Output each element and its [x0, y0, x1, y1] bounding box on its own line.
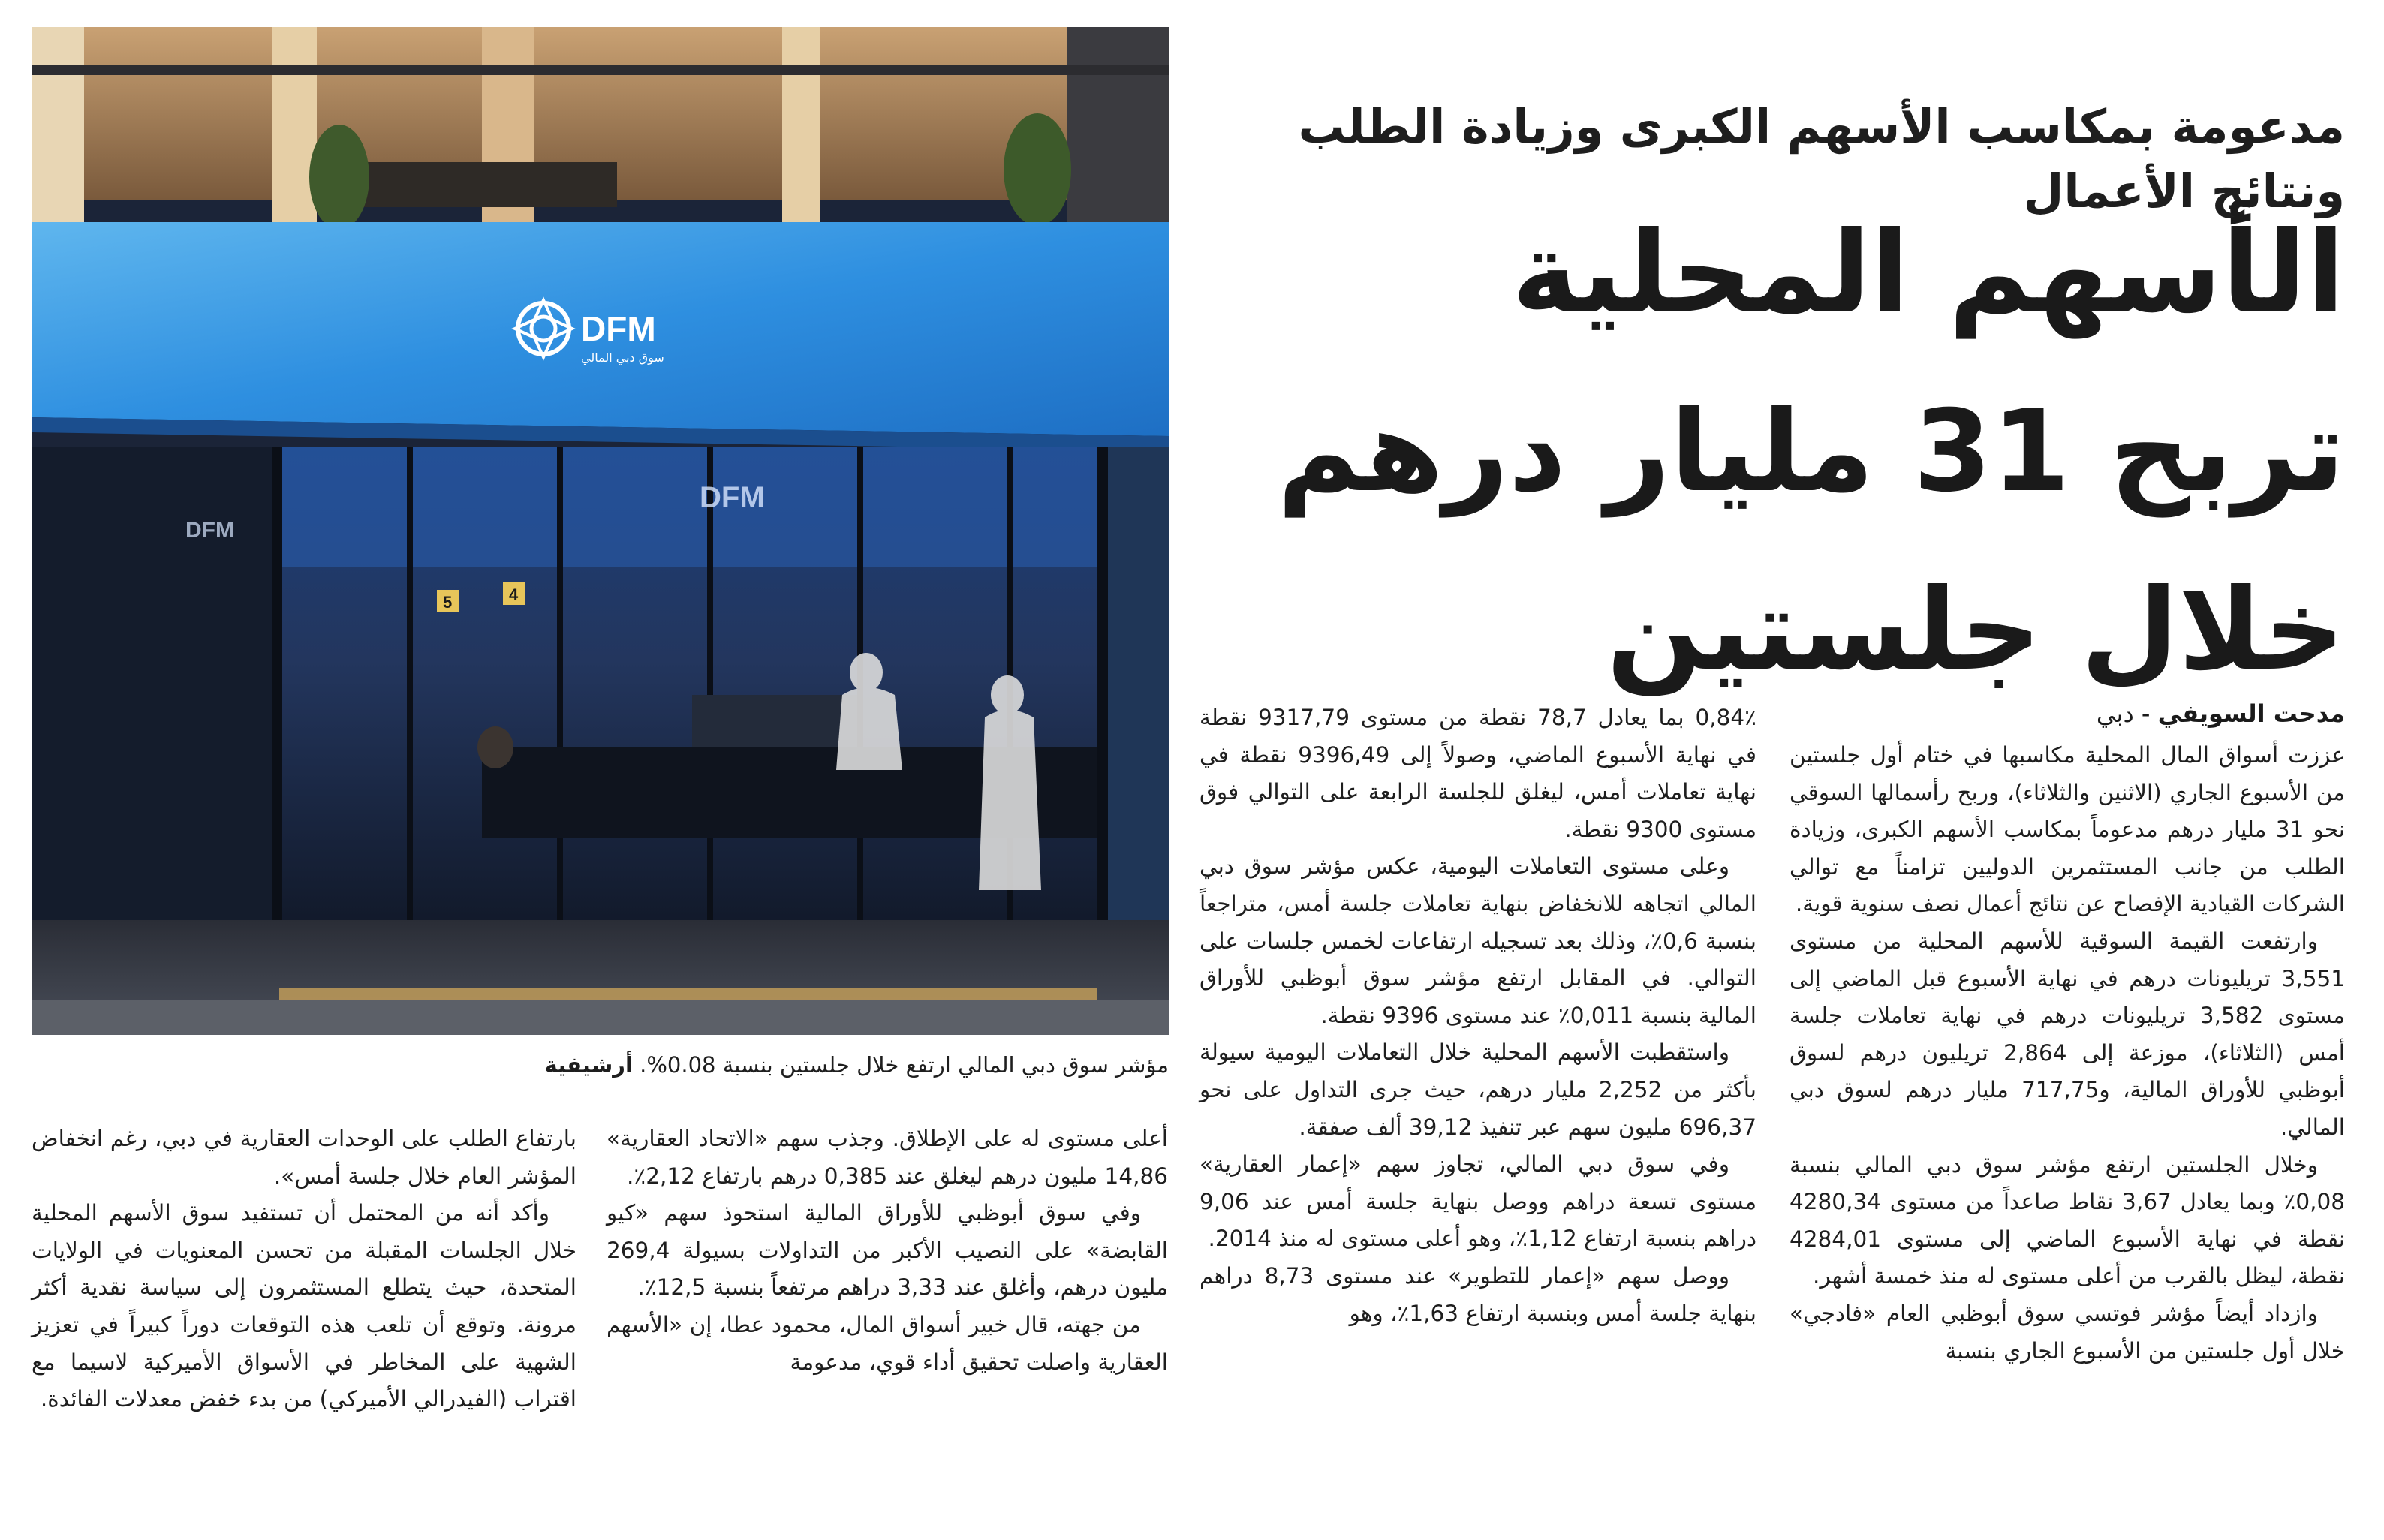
dfm-trading-floor-photo	[32, 27, 1169, 1035]
headline-line-2: تربح 31 مليار درهم	[1277, 387, 2345, 517]
article-headline	[1219, 184, 2345, 720]
column-2-paragraph-4: وفي سوق دبي المالي، تجاوز سهم «إعمار العقارية» مستوى تسعة دراهم ووصل بنهاية جلسة أمس عند 9,06 دراهم بنسبة ارتفاع 1,12٪، وهو أعلى مستوى له منذ 2014.	[1200, 1151, 1756, 1252]
column-3-paragraph-3: من جهته، قال خبير أسواق المال، محمود عطا، إن «الأسهم العقارية واصلت تحقيق أداء قوي، مدعومة	[607, 1311, 1168, 1375]
column-4-paragraph-2: وأكد أنه من المحتمل أن تستفيد سوق الأسهم المحلية خلال الجلسات المقبلة من تحسن المعنويات في الولايات المتحدة، حيث يتطلع المستثمرون إلى سياسة نقدية أكثر مرونة. وتوقع أن تلعب هذه التوقعات دوراً كبيراً في تعزيز الشهية على المخاطر في الأسواق الأميركية لاسيما مع اقتراب (الفيدرالي الأميركي) من بدء خفض معدلات الفائدة.	[32, 1200, 576, 1412]
column-2-paragraph-5: ووصل سهم «إعمار للتطوير» عند مستوى 8,73 دراهم بنهاية جلسة أمس وبنسبة ارتفاع 1,63٪، وهو	[1200, 1262, 1756, 1326]
column-3-paragraph-2: وفي سوق أبوظبي للأوراق المالية استحوذ سهم «كيو القابضة» على النصيب الأكبر من التداولات بسيولة 269,4 مليون درهم، وأغلق عند 3,33 دراهم مرتفعاً بنسبة 12,5٪.	[607, 1200, 1168, 1301]
dfm-sign-arabic: سوق دبي المالي	[581, 350, 664, 365]
column-3-paragraph-1: أعلى مستوى له على الإطلاق. وجذب سهم «الاتحاد العقارية» 14,86 مليون درهم ليغلق عند 0,385 درهم بارتفاع 2,12٪.	[607, 1126, 1168, 1189]
byline-location: - دبي	[2096, 699, 2158, 728]
column-2-paragraph-3: واستقطبت الأسهم المحلية خلال التعاملات اليومية سيولة بأكثر من 2,252 مليار درهم، حيث جرى التداول على نحو 696,37 مليون سهم عبر تنفيذ 39,12 ألف صفقة.	[1200, 1039, 1756, 1140]
headline-line-1: الأسهم المحلية	[1511, 208, 2345, 338]
column-2-paragraph-1: 0,84٪ بما يعادل 78,7 نقطة من مستوى 9317,79 نقطة في نهاية الأسبوع الماضي، وصولاً إلى 9396,49 نقطة في نهاية تعاملات أمس، ليغلق للجلسة الرابعة على التوالي فوق مستوى 9300 نقطة.	[1200, 705, 1756, 842]
article-kicker: مدعومة بمكاسب الأسهم الكبرى وزيادة الطلب ونتائج الأعمال	[1298, 99, 2345, 218]
headline-line-3: خلال جلستين	[1606, 565, 2345, 696]
photo-caption	[32, 1048, 1169, 1082]
article-column-1	[1790, 737, 2345, 1370]
byline-name: مدحت السويفي	[2157, 699, 2345, 728]
article-column-3	[607, 1120, 1168, 1381]
article-column-2	[1200, 699, 1756, 1332]
booth-number-5: 5	[443, 593, 453, 612]
photo-caption-text: مؤشر سوق دبي المالي ارتفع خلال جلستين بنسبة 0.08%.	[632, 1052, 1169, 1078]
booth-number-4: 4	[509, 585, 519, 604]
glass-logo-a: DFM	[700, 481, 765, 514]
dfm-sign-text: DFM	[581, 309, 656, 348]
article-photo	[32, 27, 1169, 1035]
glass-logo-b: DFM	[185, 518, 234, 543]
column-1-paragraph-1: عززت أسواق المال المحلية مكاسبها في ختام أول جلستين من الأسبوع الجاري (الاثنين والثلاثاء)، وربح رأسمالها السوقي نحو 31 مليار درهم مدعوماً بمكاسب الأسهم الكبرى، وزيادة الطلب من جانب المستثمرين الدوليين تزامناً مع توالي الشركات القيادية الإفصاح عن نتائج أعمال نصف سنوية قوية.	[1790, 742, 2345, 917]
article-byline	[1827, 696, 2345, 732]
column-1-paragraph-3: وخلال الجلستين ارتفع مؤشر سوق دبي المالي بنسبة 0,08٪ وبما يعادل 3,67 نقاط صاعداً من مستوى 4280,34 نقطة في نهاية الأسبوع الماضي إلى مستوى 4284,01 نقطة، ليظل بالقرب من أعلى مستوى له منذ خمسة أشهر.	[1790, 1151, 2345, 1289]
column-2-paragraph-2: وعلى مستوى التعاملات اليومية، عكس مؤشر سوق دبي المالي اتجاهه للانخفاض بنهاية تعاملات جلسة أمس، متراجعاً بنسبة 0,6٪، وذلك بعد تسجيله ارتفاعات لخمس جلسات على التوالي. في المقابل ارتفع مؤشر سوق أبوظبي للأوراق المالية بنسبة 0,011٪ عند مستوى 9396 نقطة.	[1200, 853, 1756, 1028]
photo-credit: أرشيفية	[544, 1052, 633, 1078]
column-1-paragraph-4: وازداد أيضاً مؤشر فوتسي سوق أبوظبي العام «فادجي» خلال أول جلستين من الأسبوع الجاري بنسبة	[1790, 1300, 2345, 1364]
article-column-4	[32, 1120, 576, 1418]
column-4-paragraph-1: بارتفاع الطلب على الوحدات العقارية في دبي، رغم انخفاض المؤشر العام خلال جلسة أمس».	[32, 1126, 576, 1189]
column-1-paragraph-2: وارتفعت القيمة السوقية للأسهم المحلية من مستوى 3,551 تريليونات درهم في نهاية الأسبوع قبل الماضي إلى مستوى 3,582 تريليونات درهم في نهاية تعاملات جلسة أمس (الثلاثاء)، موزعة إلى 2,864 تريليون درهم لسوق أبوظبي للأوراق المالية، و717,75 مليار درهم لسوق دبي المالي.	[1790, 928, 2345, 1140]
